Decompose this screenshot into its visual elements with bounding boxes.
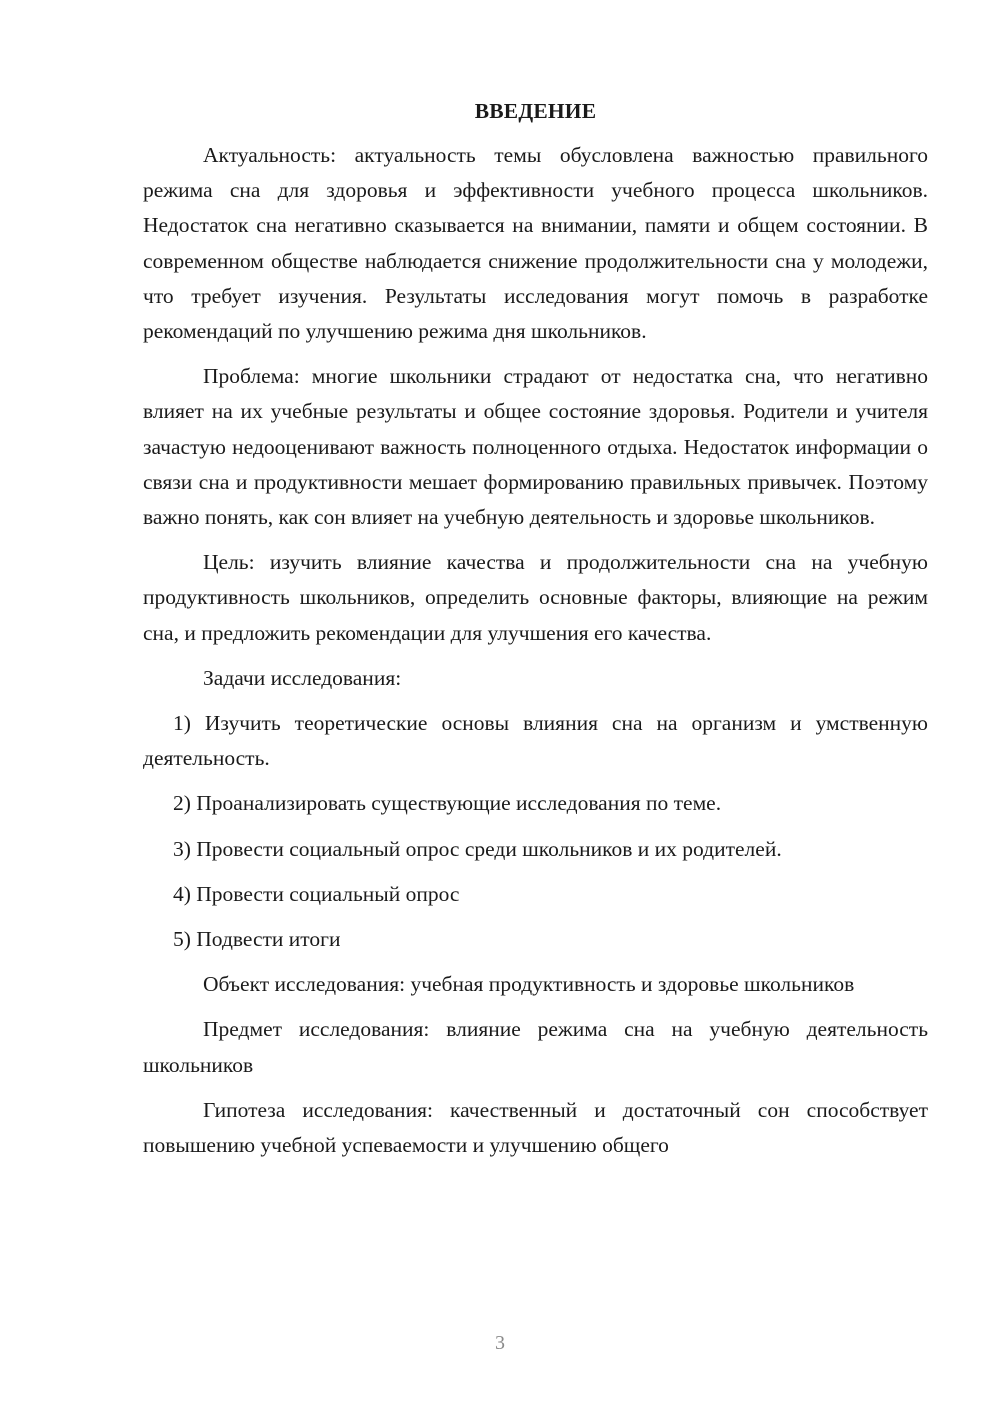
- task-item-2: 2) Проанализировать существующие исследования по теме.: [173, 791, 722, 816]
- task-item-4: 4) Провести социальный опрос: [173, 881, 460, 906]
- paragraph-relevance: Актуальность: актуальность темы обусловлена важностью правильного режима сна для здоровья и эффективности учебного процесса школьников. Недостаток сна негативно сказывается на внимании, памяти и общем состоянии. В современном обществе наблюдается снижение продолжительности сна у молодежи, что требует изучения. Результаты исследования могут помочь в разработке рекомендаций по улучшению режима дня школьников.: [143, 143, 928, 344]
- paragraph-object: Объект исследования: учебная продуктивность и здоровье школьников: [203, 972, 855, 997]
- paragraph-hypothesis: Гипотеза исследования: качественный и достаточный сон способствует повышению учебной успеваемости и улучшению общего: [143, 1097, 928, 1158]
- paragraph-subject: Предмет исследования: влияние режима сна на учебную деятельность школьников: [143, 1017, 928, 1077]
- task-item-1: 1) Изучить теоретические основы влияния сна на организм и умственную деятельность.: [143, 711, 928, 771]
- section-title: ВВЕДЕНИЕ: [474, 99, 597, 123]
- document-page: [143, 94, 928, 1163]
- paragraph-problem: Проблема: многие школьники страдают от недостатка сна, что негативно влияет на их учебные результаты и общее состояние здоровья. Родители и учителя зачастую недооценивают важность полноценного отдыха. Недостаток информации о связи сна и продуктивности мешает формированию правильных привычек. Поэтому важно понять, как сон влияет на учебную деятельность и здоровье школьников.: [143, 364, 928, 530]
- paragraph-goal: Цель: изучить влияние качества и продолжительности сна на учебную продуктивность школьников, определить основные факторы, влияющие на режим сна, и предложить рекомендации для улучшения его качества.: [143, 550, 928, 645]
- task-item-3: 3) Провести социальный опрос среди школьников и их родителей.: [173, 836, 782, 861]
- task-item-5: 5) Подвести итоги: [173, 927, 341, 952]
- paragraph-tasks-heading: Задачи исследования:: [203, 665, 402, 690]
- page-number: 3: [495, 1332, 505, 1354]
